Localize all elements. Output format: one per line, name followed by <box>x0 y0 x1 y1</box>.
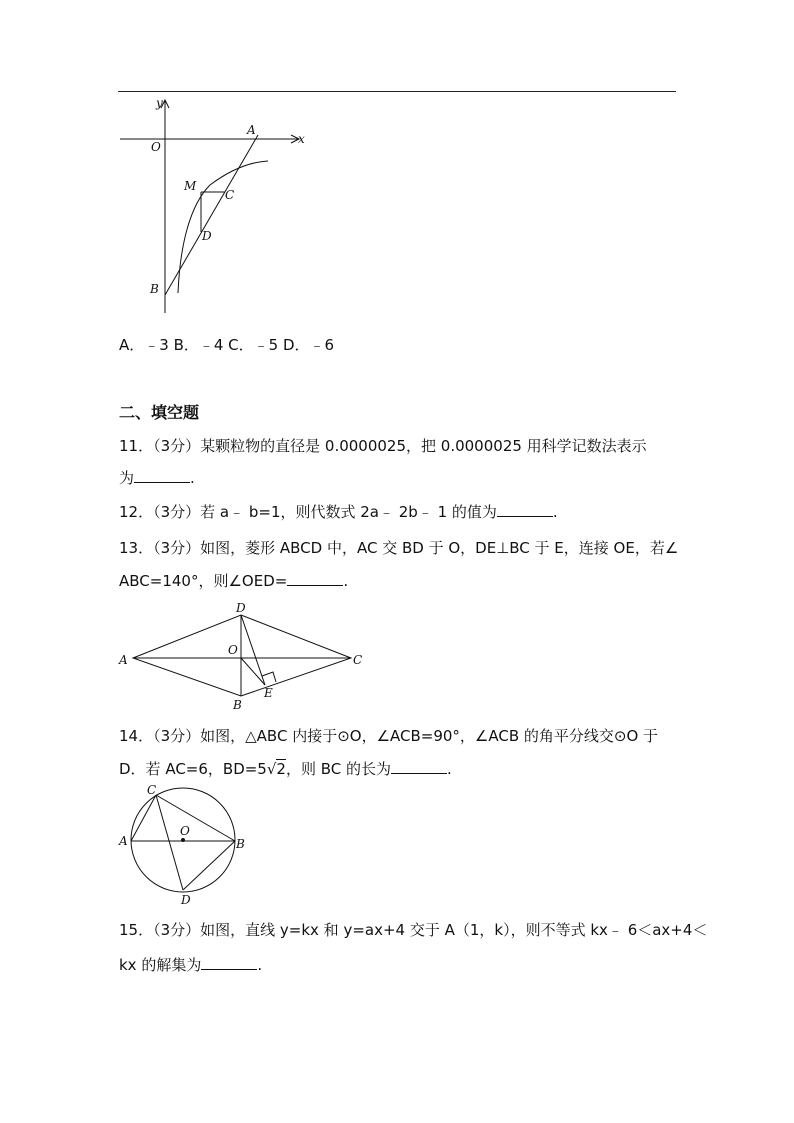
figure-q13-rhombus <box>112 598 374 716</box>
label-b: B <box>236 837 245 851</box>
answer-blank-13 <box>287 571 343 586</box>
label-c: C <box>353 653 363 667</box>
label-a: A <box>119 834 128 848</box>
q15-line2-text: kx 的解集为 <box>119 956 202 974</box>
sqrt-radicand: 2 <box>276 760 286 778</box>
label-e: E <box>264 686 273 700</box>
answer-blank-15 <box>201 955 257 970</box>
q11-period: . <box>190 469 195 487</box>
label-b: B <box>150 282 159 296</box>
label-m: M <box>184 179 197 193</box>
segment-cd <box>156 795 183 890</box>
q13-line2 <box>119 571 348 591</box>
q14-line2-a: D．若 AC=6，BD=5 <box>119 760 267 778</box>
right-angle-mark <box>262 672 276 682</box>
label-a: A <box>247 123 256 137</box>
segment-de <box>241 615 265 685</box>
rhombus-abcd <box>133 615 351 696</box>
center-dot <box>181 838 185 842</box>
q11-line2 <box>119 468 195 488</box>
q14-line1: 14．（3分）如图，△ABC 内接于⊙O，∠ACB=90°，∠ACB 的角平分线交⊙O 于 <box>119 727 659 745</box>
answer-blank-11 <box>134 468 190 483</box>
q12-line <box>119 502 558 522</box>
label-c: C <box>225 188 235 202</box>
label-c: C <box>147 783 157 797</box>
q13-line1: 13．（3分）如图，菱形 ABCD 中，AC 交 BD 于 O，DE⊥BC 于 E，连接 OE，若∠ <box>119 539 679 557</box>
q10-options: A．﹣3 B．﹣4 C．﹣5 D．﹣6 <box>119 336 335 354</box>
answer-blank-12 <box>497 502 553 517</box>
q15-line1: 15．（3分）如图，直线 y=kx 和 y=ax+4 交于 A（1，k），则不等式 kx﹣ 6＜ax+4＜ <box>119 921 708 939</box>
label-o: O <box>180 824 190 838</box>
segment-ca <box>131 795 156 841</box>
label-b: B <box>233 698 242 712</box>
line-ab <box>165 135 258 295</box>
segment-db <box>183 841 235 890</box>
figure-q10-graph <box>110 95 315 330</box>
label-d: D <box>181 893 191 905</box>
label-y: y <box>156 96 163 110</box>
label-x: x <box>298 132 305 146</box>
label-d: D <box>236 601 246 615</box>
q13-period: . <box>343 572 349 590</box>
q14-line2 <box>119 759 452 779</box>
q13-line2-text: ABC=140°，则∠OED= <box>119 572 288 590</box>
label-d: D <box>202 229 212 243</box>
segment-oe <box>241 658 265 685</box>
q11-line1: 11．（3分）某颗粒物的直径是 0.0000025，把 0.0000025 用科学记数法表示 <box>119 437 647 455</box>
segment-cb <box>156 795 235 841</box>
section-title: 二、填空题 <box>119 403 200 422</box>
header-rule <box>118 91 676 92</box>
q14-period: . <box>447 760 452 778</box>
sqrt-sign: √ <box>266 760 277 778</box>
q15-period: . <box>257 956 263 974</box>
q15-line2 <box>119 955 262 975</box>
q14-line2-b: ，则 BC 的长为 <box>285 760 392 778</box>
q11-line2-text: 为 <box>119 469 135 487</box>
q12-period: . <box>552 503 558 521</box>
figure-q14-circle <box>112 780 252 905</box>
answer-blank-14 <box>391 759 447 774</box>
label-o: O <box>228 643 238 657</box>
q12-text: 12．（3分）若 a﹣ b=1，则代数式 2a﹣ 2b﹣ 1 的值为 <box>119 503 497 521</box>
label-a: A <box>119 653 128 667</box>
label-o: O <box>151 140 161 154</box>
